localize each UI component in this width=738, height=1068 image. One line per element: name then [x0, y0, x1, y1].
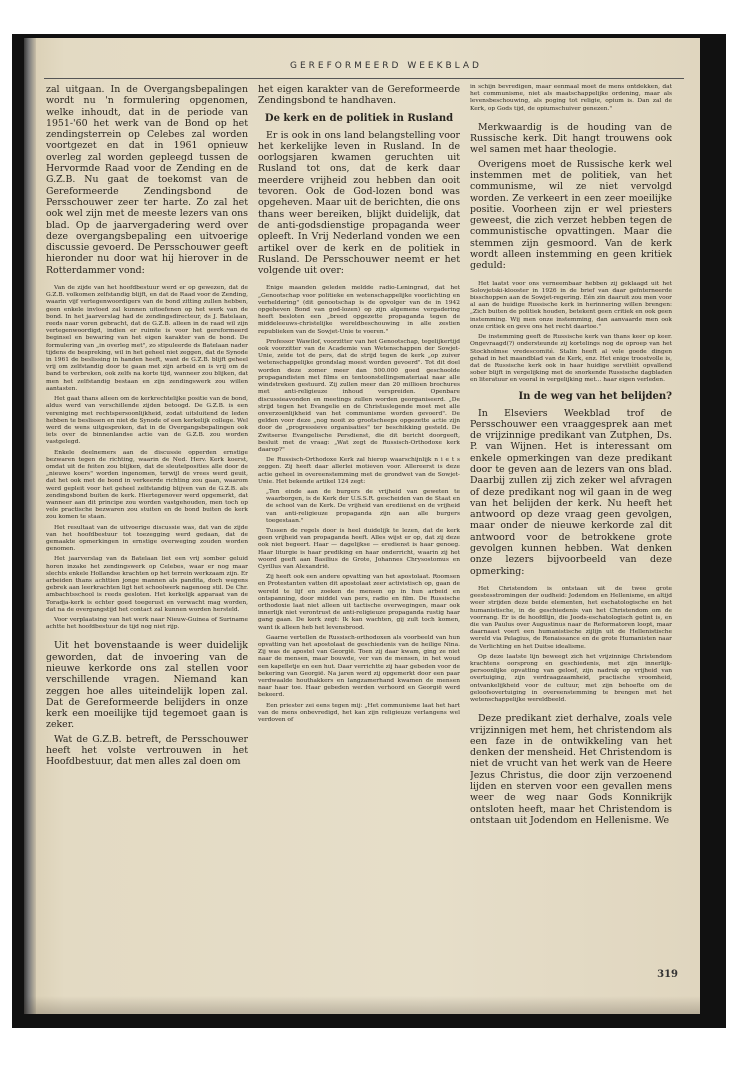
paragraph: het eigen karakter van de Gereformeerde Zendingsbond te handhaven.: [258, 84, 460, 107]
book-spine-shadow: [24, 38, 36, 1014]
section-heading: In de weg van het belijden?: [518, 390, 672, 402]
quote-paragraph: Zij heeft ook een andere opvatting van het apostolaat. Roomsen en Protestanten vatten dit apostolaat zeer activistisch op, gaan de wereld te lijf en zoeken de mensen op in hun arbeid en ontspanning, door middel van pers, radio en film. De Russische orthodoxie laat niet alleen uit tactische overwegingen, maar ook innerlijk niet verontrust de anti-religieuze propaganda rustig haar gang gaan. De kerk zegt: Ik kan wachten, gij zult toch komen, want ik alleen heb het levensbrood.: [258, 574, 460, 631]
column-2: [258, 84, 460, 727]
quote-paragraph: Enige maanden geleden meldde radio-Leningrad, dat het „Genootschap voor politieke en wetenschappelijke voorlichting en verheldering" (dit genootschap is de opvolger van de in 1942 opgeheven Bond van god-lozen) op zijn algemene vergadering heeft besloten een „breed opgezette propaganda tegen de middeleeuws-christelijke wereldbeschouwing in alle zestien republieken van de Sowjet-Unie te voeren.": [258, 285, 460, 335]
column-1: [46, 84, 248, 771]
quote-paragraph: De instemming geeft de Russische kerk van thans keer op keer. Ongevraagd(?) ondersteunde zij kortelings nog de oproep van het Stockholmse vredescomité. Stalin heeft al vele goede dingen gehad in het maandblad van de Kerk, enz. Het enige troostvolle is, dat de Russische kerk ook in haar huidige servilièit opvallend sober blijft in vergelijking met de snorkende Russische dagbladen en literatuur en vooral in vergelijking met... haar eigen verleden.: [470, 334, 672, 384]
paragraph: Uit het bovenstaande is weer duidelijk geworden, dat de invoering van de nieuwe kerkorde ons zal stellen voor verschillende vragen. Niemand kan zeggen hoe alles uiteindelijk lopen zal. Dat de Gereformeerde belijders in onze kerk een moeilijke tijd tegemoet gaan is zeker.: [46, 640, 248, 731]
quote-paragraph: Gaarne vertellen de Russisch-orthodoxen als voorbeeld van hun opvatting van het apostolaat de geschiedenis van de heilige Nina. Zij was de apostel van Georgië. Toen zij daar kwam, ging ze niet naar de mensen, maar bouwde, ver van de mensen, in het woud een kapelletje en een hut. Daar verrichtte zij haar gebeden voor de bekering van Georgië. Na jaren werd zij opgemerkt door een paar verdwaalde houthakkers en langzamerhand kwamen de mensen naar haar toe. Haar gebeden werden verhoord en Georgië werd bekeerd.: [258, 634, 460, 699]
page-header: GEREFORMEERD WEEKBLAD: [290, 61, 482, 71]
quote-paragraph: Het gaat thans alleen om de kerkrechtelijke positie van de bond, aldus werd van verschillende zijden betoogd. De G.Z.B. is een vereniging met rechtspersoonlijkheid, zodat uitsluitend de leden hebben te beslissen en niet de Synode of een kerkelijk college. Wel werd de wens uitgesproken, dat in de Overgangsbepalingen ook iets over de binnenlandse actie van de G.Z.B. zou worden vastgelegd.: [46, 396, 248, 446]
page-edge-shadow: [24, 996, 700, 1014]
paragraph: In Elseviers Weekblad trof de Persschouwer een vraaggesprek aan met de vrijzinnige predikant van Zutphen, Ds. P. van Wijnen. Het is interessant om enkele opmerkingen van deze predikant door te geven aan de lezers van ons blad. Daarbij zullen zij zich zeker wel afvragen of deze predikant nog wil gaan in de weg van het belijden der kerk. Nu heeft het antwoord op deze vraag geen gevolgen, maar onder de nieuwe kerkorde zal dit antwoord voor de betrokkene grote gevolgen kunnen hebben. Wat denken onze lezers bijvoorbeeld van deze opmerking:: [470, 407, 672, 577]
page-number: 319: [657, 969, 678, 980]
quote-paragraph: Het jaarverslag van ds Batelaan liet een vrij somber geluid horen inzake het zendingswerk op Celebes, waar er nog maar slechts enkele Hollandse krachten op het terrein werkzaam zijn. Er arbeiden thans achttien jonge mannen als pandita, doch wegens gebrek aan leerkrachten ligt het schoolwerk nagenoeg stil. De Chr. ambachtsschool is reeds gesloten. Het kerkelijk apparaat van de Toradja-kerk is echter goed toegerust en verwacht mag worden, dat na de overgangstijd het contact zal kunnen worden hersteld.: [46, 556, 248, 613]
quote-paragraph: Op deze laatste lijn beweegt zich het vrijzinnige Christendom krachtens oorsprong en geschiedenis, met zijn innerlijk-persoonlijke opvatting van geloof, zijn nadruk op vrijheid van overtuiging, zijn verdraagzaamheid, practische vroomheid, ontvankelijkheid voor de cultuur, met zijn behoefte om de geloofsovertuiging in overeenstemming te brengen met het wetenschappelijke wereldbeeld.: [470, 653, 672, 704]
quote-paragraph: Een priester zei eens tegen mij: „Het communisme laat het hart van de mens onbevredigd, het kan zijn religieuze verlangens wel verdoven of: [258, 702, 460, 724]
quote-paragraph: „Ten einde aan de burgers de vrijheid van geweten te waarborgen, is de Kerk der U.S.S.R. gescheiden van de Staat en de school van de Kerk. De vrijheid van erediienst en de vrijheid van anti-religieuze propaganda zijn aan alle burgers toegestaan.": [266, 488, 460, 524]
quote-paragraph: Voor verplaatsing van het werk naar Nieuw-Guinea of Suriname achtte het hoofdbestuur de tijd nog niet rijp.: [46, 616, 248, 631]
header-rule: [44, 78, 684, 79]
paragraph: Wat de G.Z.B. betreft, de Persschouwer heeft het volste vertrouwen in het Hoofdbestuur, dat men alles zal doen om: [46, 733, 248, 768]
quote-paragraph: De Russisch-Orthodoxe Kerk zal hierop waarschijnlijk n i e t s zeggen. Zij heeft daar allerlei motieven voor. Allereerst is deze actie geheel in overeenstemming met de grondwet van de Sowjet-Unie. Het bekende artikel 124 zegt:: [258, 457, 460, 485]
paragraph: Deze predikant ziet derhalve, zoals vele vrijzinnigen met hem, het christendom als een faze in de ontwikkeling van het denken der mensheid. Het Christendom is niet de vrucht van het werk van de Heere Jezus Christus, die door zijn verzoenend lijden en sterven voor een gevallen mens weer de weg naar Gods Konnikrijk ontsloten heeft, maar het Christendom is ontstaan uit Jodendom en Hellenisme. We: [470, 713, 672, 826]
section-heading: De kerk en de politiek in Rusland: [264, 112, 454, 124]
quote-paragraph: Van de zijde van het hoofdbestuur werd er op gewezen, dat de G.Z.B. volkomen zelfstandig blijft, en dat de Raad voor de Zending, waarin vijf vertegenwoordigers van de bond zitting zullen hebben, geen enkele invloed zal kunnen uitoefenen op het werk van de bond. In het jaarverslag had de zendingsdirecteur, ds J. Batelaan, reeds naar voren gebracht, dat de G.Z.B. alleen in de raad wil zijn vertegenwoordigd, indien er ruimte is voor het gereformeerd beginsel en bewaring van het eigen karakter van de bond. De formulering van „in overleg met", zo stipuleerde ds Batelaan nader tijdens de bespreking, wil in het geheel niet zeggen, dat de Synode in 1961 de beslissing in handen heeft, want de G.Z.B. blijft geheel vrij om zelfstandig door te gaan met zijn arbeid en is vrij om de band te verbreken, ook zelfs na korte tijd, wanneer zou blijken, dat men het zelfstandig bestaan en zijn zendingswerk zou willen aantasten.: [46, 285, 248, 392]
magazine-page: [24, 38, 700, 1014]
quote-paragraph: Enkele deelnemers aan de discussie opperden ernstige bezwaren tegen de richting, waarin de Ned. Herv. Kerk koerst, omdat uit de feiten zou blijken, dat de sleutelposities alle door de „nieuwe koers" worden ingenomen, terwijl de vrees werd geuit, dat het ook met de bond in verkeerde richting zou gaan, waarom werd gepleit voor het geheel zelfstandig blijven van de G.Z.B. als zendingsbond buiten de kerk. Hiertegenover werd opgemerkt, dat wanneer aan dit principe zou worden vastgehouden, men toch op vele practische bezwaren zou stuiten en de bond buiten de kerk zou komen te staan.: [46, 449, 248, 521]
paragraph: Er is ook in ons land belangstelling voor het kerkelijke leven in Rusland. In de oorlogsjaren kwamen geruchten uit Rusland tot ons, dat de kerk daar meerdere vrijheid zou hebben dan ooit tevoren. Ook de God-lozen bond was opgeheven. Maar uit de berichten, die ons thans weer bereiken, blijkt duidelijk, dat de anti-godsdienstige propaganda weer opleeft. In Vrij Nederland vonden we een artikel over de kerk en de politiek in Rusland. De Persschouwer neemt er het volgende uit over:: [258, 129, 460, 277]
quote-paragraph: Tussen de regels door is heel duidelijk te lezen, dat de kerk geen vrijheid van propaganda heeft. Alles wijst er op, dat zij deze ook niet begeert. Haar — dagelijkse — eredienst is haar genoeg. Haar liturgie is haar prediking en haar onderricht, waarin zij het woord geeft aan Basilius de Grote, Johannes Chrysostomus en Cyrillus van Alexandrië.: [258, 527, 460, 570]
paragraph: Merkwaardig is de houding van de Russische kerk. Dit hangt trouwens ook wel samen met haar theologie.: [470, 121, 672, 156]
quote-paragraph: Het resultaat van de uitvoerige discussie was, dat van de zijde van het hoofdbestuur tot toezegging werd gedaan, dat de gemaakte opmerkingen in ernstige overweging zouden worden genomen.: [46, 524, 248, 553]
paragraph: Overigens moet de Russische kerk wel instemmen met de politiek, van het communisme, wil ze niet vervolgd worden. Ze verkeert in een zeer moeilijke positie. Voorheen zijn er wel priesters geweest, die zich verzet hebben tegen de communistische opvattingen. Maar die stemmen zijn gesmoord. Van de kerk wordt alleen instemming en geen kritiek geduld:: [470, 158, 672, 272]
quote-paragraph: Het laatst voor ons verneembaar hebben zij geklaagd uit het Solovjetski-klooster in 1926 in de brief van daar geïnterneerde bisschoppen aan de Sowjet-regering. Eén zin daaruit zou men voor al aan de huidige Russische kerk in herinnering willen brengen: „Zich buiten de politiek houden, betekent geen critiek en ook geen instemming. Wij men onze instemming, dan aanvaarde men ook onze critiek en geve ons het recht daartoe.": [470, 280, 672, 330]
quote-paragraph: in schijn bevredigen, maar eenmaal moet de mens ontdekken, dat het communisme, niet als maatschappelijke ordening, maar als levensbeschouwing, als poging tot religie, opium is. Dan zal de Kerk, op Gods tijd, de opiumschuiver genezen.": [470, 84, 672, 112]
column-3: [470, 84, 672, 829]
quote-paragraph: Het Christendom is ontstaan uit de twee grote geestesstromingen der oudheid: Jodendom en Hellenisme, en altijd weer strijden deze beide elementen, het eschatologische en het humanistische, in de geschiedenis van het Christendom om de voorrang. Er is de hoofdlijn, die Joods-eschatologisch getint is, en die van Paulus over Augustinus naar de Reformatoren loopt, maar daarnaast voert een humanistische zijlijn uit de Hellenistische wereld via Pelagius, de Renaissance en de grote Humanisten naar de Verlichting en het Duitse idealisme.: [470, 585, 672, 650]
paragraph: zal uitgaan. In de Overgangsbepalingen wordt nu 'n formulering opgenomen, welke inhoudt, dat in de periode van 1951-'60 het werk van de Bond op het zendingsterrein op Celebes zal worden voortgezet en dat in 1961 opnieuw overleg zal worden gepleegd tussen de Hervormde Raad voor de Zending en de G.Z.B. Nu gaat de toekomst van de Gereformeerde Zendingsbond de Persschouwer zeer ter harte. Zo zal het ook wel zijn met de meeste lezers van ons blad. Op de jaarvergadering werd over deze overgangsbepaling een uitvoerige discussie gevoerd. De Persschouwer geeft hieronder nu door wat hij hierover in de Rotterdammer vond:: [46, 84, 248, 276]
quote-paragraph: Professor Wawilof, voorzitter van het Genootschap, tegelijkertijd ook voorzitter van de Academie van Wetenschappen der Sowjet-Unie, zeide tot de pers, dat de strijd tegen de kerk „op zuiver wetenschappelijke grondslag moest worden gevoerd". Tot dit doel worden deze zomer meer dan 500.000 goed geschoolde propagandisten met films en tentoonstellingsmateriaal naar alle windstreken gestuurd. Zij zullen meer dan 20 millioen brochures met anti-religieuze inhoud verspreiden. Openbare discussieavonden en meetings zullen worden georganiseerd. „De strijd tegen het Evangelie en de Christuslegende moet met alle onverzoenlijkheid van het communisme worden gevoerd". De gelden voor deze „nog nooit zo grootscheeps opgezette actie zijn door de „progressieve organisaties" ter beschikking gesteld. De Zwitserse Evangelische Persdienst, die dit bericht doorgeeft, besluit met de vraag: „Wat zegt de Russisch-Orthodoxe kerk daarop?": [258, 338, 460, 453]
